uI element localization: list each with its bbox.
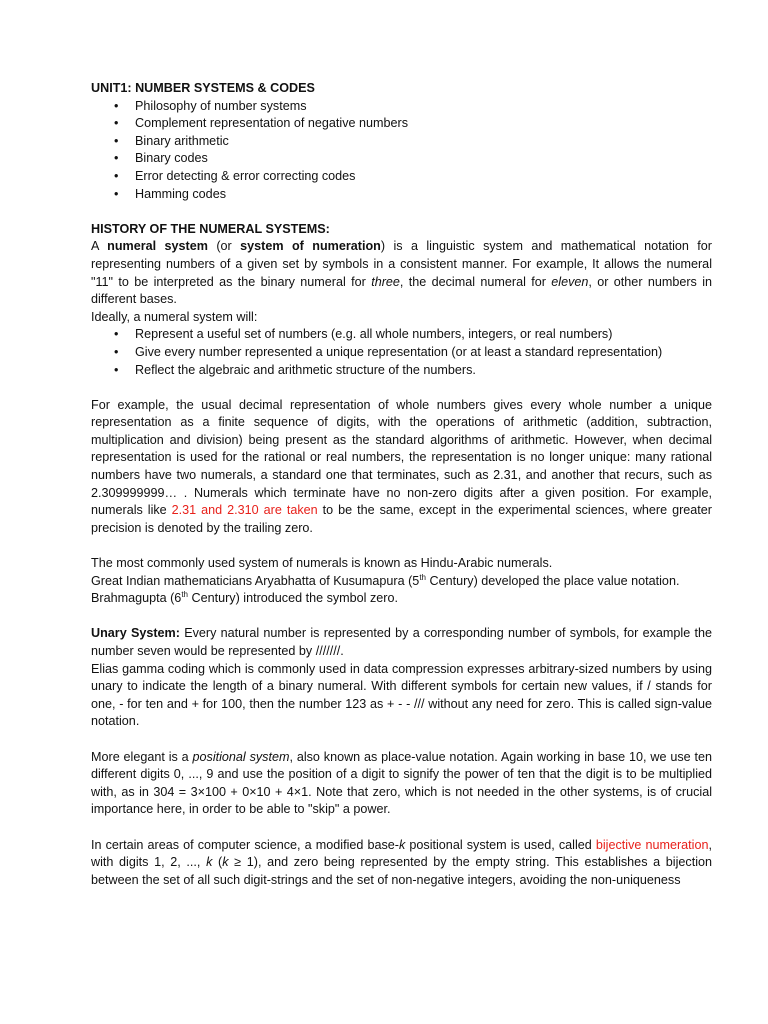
history-heading: HISTORY OF THE NUMERAL SYSTEMS: [91, 221, 330, 236]
list-item: • Binary codes [91, 150, 712, 168]
list-item: • Binary arithmetic [91, 133, 712, 151]
aryabhatta-line: Great Indian mathematicians Aryabhatta of Kusumapura (5th Century) developed the place value notation. [91, 572, 680, 588]
unit-title: UNIT1: NUMBER SYSTEMS & CODES [91, 81, 315, 95]
decimal-paragraph: For example, the usual decimal representation of whole numbers gives every whole number a unique representation as a finite sequence of digits, with the operations of arithmetic (addition, subtraction, multiplication and division) being present as the standard algorithms of arithmetic. However, when decimal representation is used for the rational or real numbers, the representation is no longer unique: many rational numbers have two numerals, a standard one that terminates, such as 2.31, and another that recurs, such as 2.309999999… . Numerals which terminate have no non-zero digits after a given position. For example, numerals like 2.31 and 2.310 are taken to be the same, except in the experimental sciences, where greater precision is denoted by the trailing zero. [91, 397, 712, 535]
elias-paragraph: Elias gamma coding which is commonly used in data compression expresses arbitrary-sized numbers by using unary to indicate the length of a binary numeral. With different symbols for certain new values, if / stands for one, - for ten and + for 100, then the number 123 as + - - /// without any need for zero. This is called sign-value notation. [91, 661, 712, 729]
list-item: • Complement representation of negative numbers [91, 115, 712, 133]
positional-paragraph: More elegant is a positional system, also known as place-value notation. Again working in base 10, we use ten different digits 0, ..., 9 and use the position of a digit to signify the power of ten that the digit is to be multiplied with, as in 304 = 3×100 + 0×10 + 4×1. Note that zero, which is not needed in the other systems, is of crucial importance here, in order to be able to "skip" a power. [91, 749, 712, 817]
highlighted-text: bijective numeration [595, 837, 709, 852]
topic-list [91, 98, 712, 204]
hindu-arabic-line: The most commonly used system of numerals is known as Hindu-Arabic numerals. [91, 556, 553, 571]
highlighted-text: 2.31 and 2.310 are taken [171, 503, 318, 518]
unary-paragraph: Unary System: Every natural number is represented by a corresponding number of symbols, for example the number seven would be represented by ///////. [91, 626, 712, 658]
bijective-paragraph: In certain areas of computer science, a modified base-k positional system is used, called bijective numeration, with digits 1, 2, ..., k (k ≥ 1), and zero being represented by the empty string. This establishes a bijection between the set of all such digit-strings and the set of non-negative integers, avoiding the non-uniqueness [91, 837, 713, 887]
list-item: • Give every number represented a unique representation (or at least a standard representation) [91, 344, 712, 362]
brahmagupta-line: Brahmagupta (6th Century) introduced the symbol zero. [91, 590, 398, 606]
list-item: • Philosophy of number systems [91, 98, 712, 116]
list-item: • Error detecting & error correcting codes [91, 168, 712, 186]
list-item: • Hamming codes [91, 186, 712, 204]
list-item: • Reflect the algebraic and arithmetic structure of the numbers. [91, 362, 712, 380]
ideal-list [91, 326, 712, 379]
ideal-label: Ideally, a numeral system will: [91, 309, 258, 324]
list-item: • Represent a useful set of numbers (e.g. all whole numbers, integers, or real numbers) [91, 326, 712, 344]
numeral-system-definition: A numeral system (or system of numeration) is a linguistic system and mathematical notation for representing numbers of a given set by symbols in a consistent manner. For example, It allows the numeral "11" to be interpreted as the binary numeral for three, the decimal numeral for eleven, or other numbers in different bases. [91, 239, 713, 307]
